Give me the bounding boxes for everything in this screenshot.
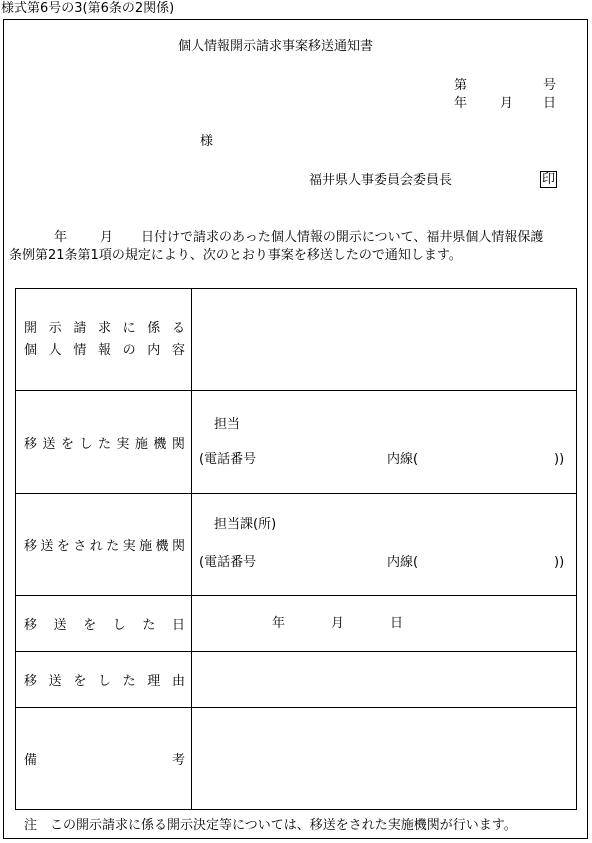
label-transfer-date — [16, 596, 192, 652]
label-char: 施 — [134, 436, 148, 452]
label-char: 送 — [42, 436, 56, 452]
label-char: 開 — [24, 320, 38, 336]
transferee-phone: (電話番号 — [199, 554, 257, 570]
row-transfer-date — [16, 596, 577, 652]
label-char: 機 — [155, 539, 169, 554]
date-year: 年 — [454, 96, 468, 111]
body-year: 年 — [54, 230, 68, 245]
row-remarks — [16, 708, 577, 810]
date-month: 月 — [500, 96, 514, 111]
transfer-date-day: 日 — [390, 615, 404, 631]
date-day: 日 — [543, 96, 557, 111]
form-number: 様式第6号の3(第6条の2関係) — [1, 1, 175, 16]
label-transferee — [16, 494, 192, 596]
info-table — [15, 288, 577, 810]
label-char: た — [122, 674, 136, 689]
label-reason-text — [16, 670, 191, 689]
label-char: 移 — [24, 539, 38, 554]
seal-mark — [540, 171, 557, 188]
label-transfer-date-text — [16, 614, 191, 633]
doc-number-prefix: 第 — [454, 78, 468, 93]
row-request-info — [16, 289, 577, 391]
label-char: 係 — [147, 320, 161, 336]
transferee-ext: 内線( — [387, 554, 419, 570]
doc-number-suffix: 号 — [543, 78, 557, 93]
row-reason — [16, 652, 577, 708]
row-transferee — [16, 494, 577, 596]
sender-name: 福井県人事委員会委員長 — [309, 173, 453, 188]
label-char: た — [106, 539, 120, 554]
label-char: 報 — [97, 342, 111, 358]
page-title: 個人情報開示請求事案移送通知書 — [178, 39, 374, 54]
label-char: 日 — [171, 618, 185, 633]
value-transferor[interactable] — [192, 391, 577, 494]
transferee-close: )) — [554, 554, 565, 570]
label-char: 移 — [24, 674, 38, 689]
transfer-date-month: 月 — [331, 615, 345, 631]
label-transferee-text — [16, 535, 191, 554]
label-request-line2 — [24, 340, 185, 362]
label-char: 送 — [48, 674, 62, 689]
value-transfer-date[interactable] — [192, 596, 577, 652]
label-remarks — [16, 708, 192, 810]
body-line1: 日付けで請求のあった個人情報の開示について、福井県個人情報保護 — [141, 230, 544, 245]
value-transferee[interactable] — [192, 494, 577, 596]
label-char: 施 — [139, 539, 153, 554]
label-char: る — [171, 320, 185, 336]
value-request-info[interactable] — [192, 289, 577, 391]
label-char: の — [122, 342, 136, 358]
label-char: を — [73, 674, 87, 689]
transferee-contact: 担当課(所) — [214, 516, 277, 532]
label-char: 個 — [24, 342, 38, 358]
label-transferor — [16, 391, 192, 494]
label-char: 人 — [48, 342, 62, 358]
label-char: 示 — [48, 320, 62, 336]
label-char: た — [97, 436, 111, 452]
label-char: 関 — [171, 539, 185, 554]
body-line2: 条例第21条第1項の規定により、次のとおり事案を移送したので通知します。 — [9, 248, 462, 263]
label-char: 実 — [116, 436, 130, 452]
label-transferor-text — [16, 433, 191, 452]
label-char: 容 — [171, 342, 185, 358]
addressee-suffix: 様 — [200, 134, 214, 149]
label-char: 実 — [122, 539, 136, 554]
label-char: た — [142, 618, 156, 633]
label-char: 情 — [73, 342, 87, 358]
transfer-date-year: 年 — [272, 615, 286, 631]
label-char: 請 — [73, 320, 87, 336]
transferor-close: )) — [554, 451, 565, 467]
label-char: さ — [73, 539, 87, 554]
label-remarks-a: 備 — [24, 753, 38, 768]
label-char: 求 — [97, 320, 111, 336]
label-char: 送 — [40, 539, 54, 554]
label-request-line1 — [24, 318, 185, 340]
transferor-phone: (電話番号 — [199, 451, 257, 467]
label-char: を — [56, 539, 70, 554]
value-remarks[interactable] — [192, 708, 577, 810]
row-transferor — [16, 391, 577, 494]
label-char: 関 — [171, 436, 185, 452]
label-char: 内 — [147, 342, 161, 358]
label-char: を — [60, 436, 74, 452]
label-char: 理 — [147, 674, 161, 689]
footnote: 注 この開示請求に係る開示決定等については、移送をされた実施機関が行います。 — [24, 818, 517, 833]
body-month: 月 — [100, 230, 114, 245]
label-char: 移 — [24, 436, 38, 452]
label-char: 機 — [153, 436, 167, 452]
label-char: し — [79, 436, 93, 452]
label-remarks-b: 考 — [171, 753, 185, 768]
label-char: し — [97, 674, 111, 689]
transferor-ext: 内線( — [387, 451, 419, 467]
label-reason — [16, 652, 192, 708]
value-reason[interactable] — [192, 652, 577, 708]
label-request-info — [16, 289, 192, 391]
label-char: 移 — [24, 618, 38, 633]
label-char: れ — [89, 539, 103, 554]
label-char: 送 — [53, 618, 67, 633]
transferor-contact: 担当 — [214, 416, 241, 432]
label-char: に — [122, 320, 136, 336]
label-char: 由 — [171, 674, 185, 689]
label-char: し — [112, 618, 126, 633]
seal-text: 印 — [542, 172, 556, 187]
label-char: を — [83, 618, 97, 633]
